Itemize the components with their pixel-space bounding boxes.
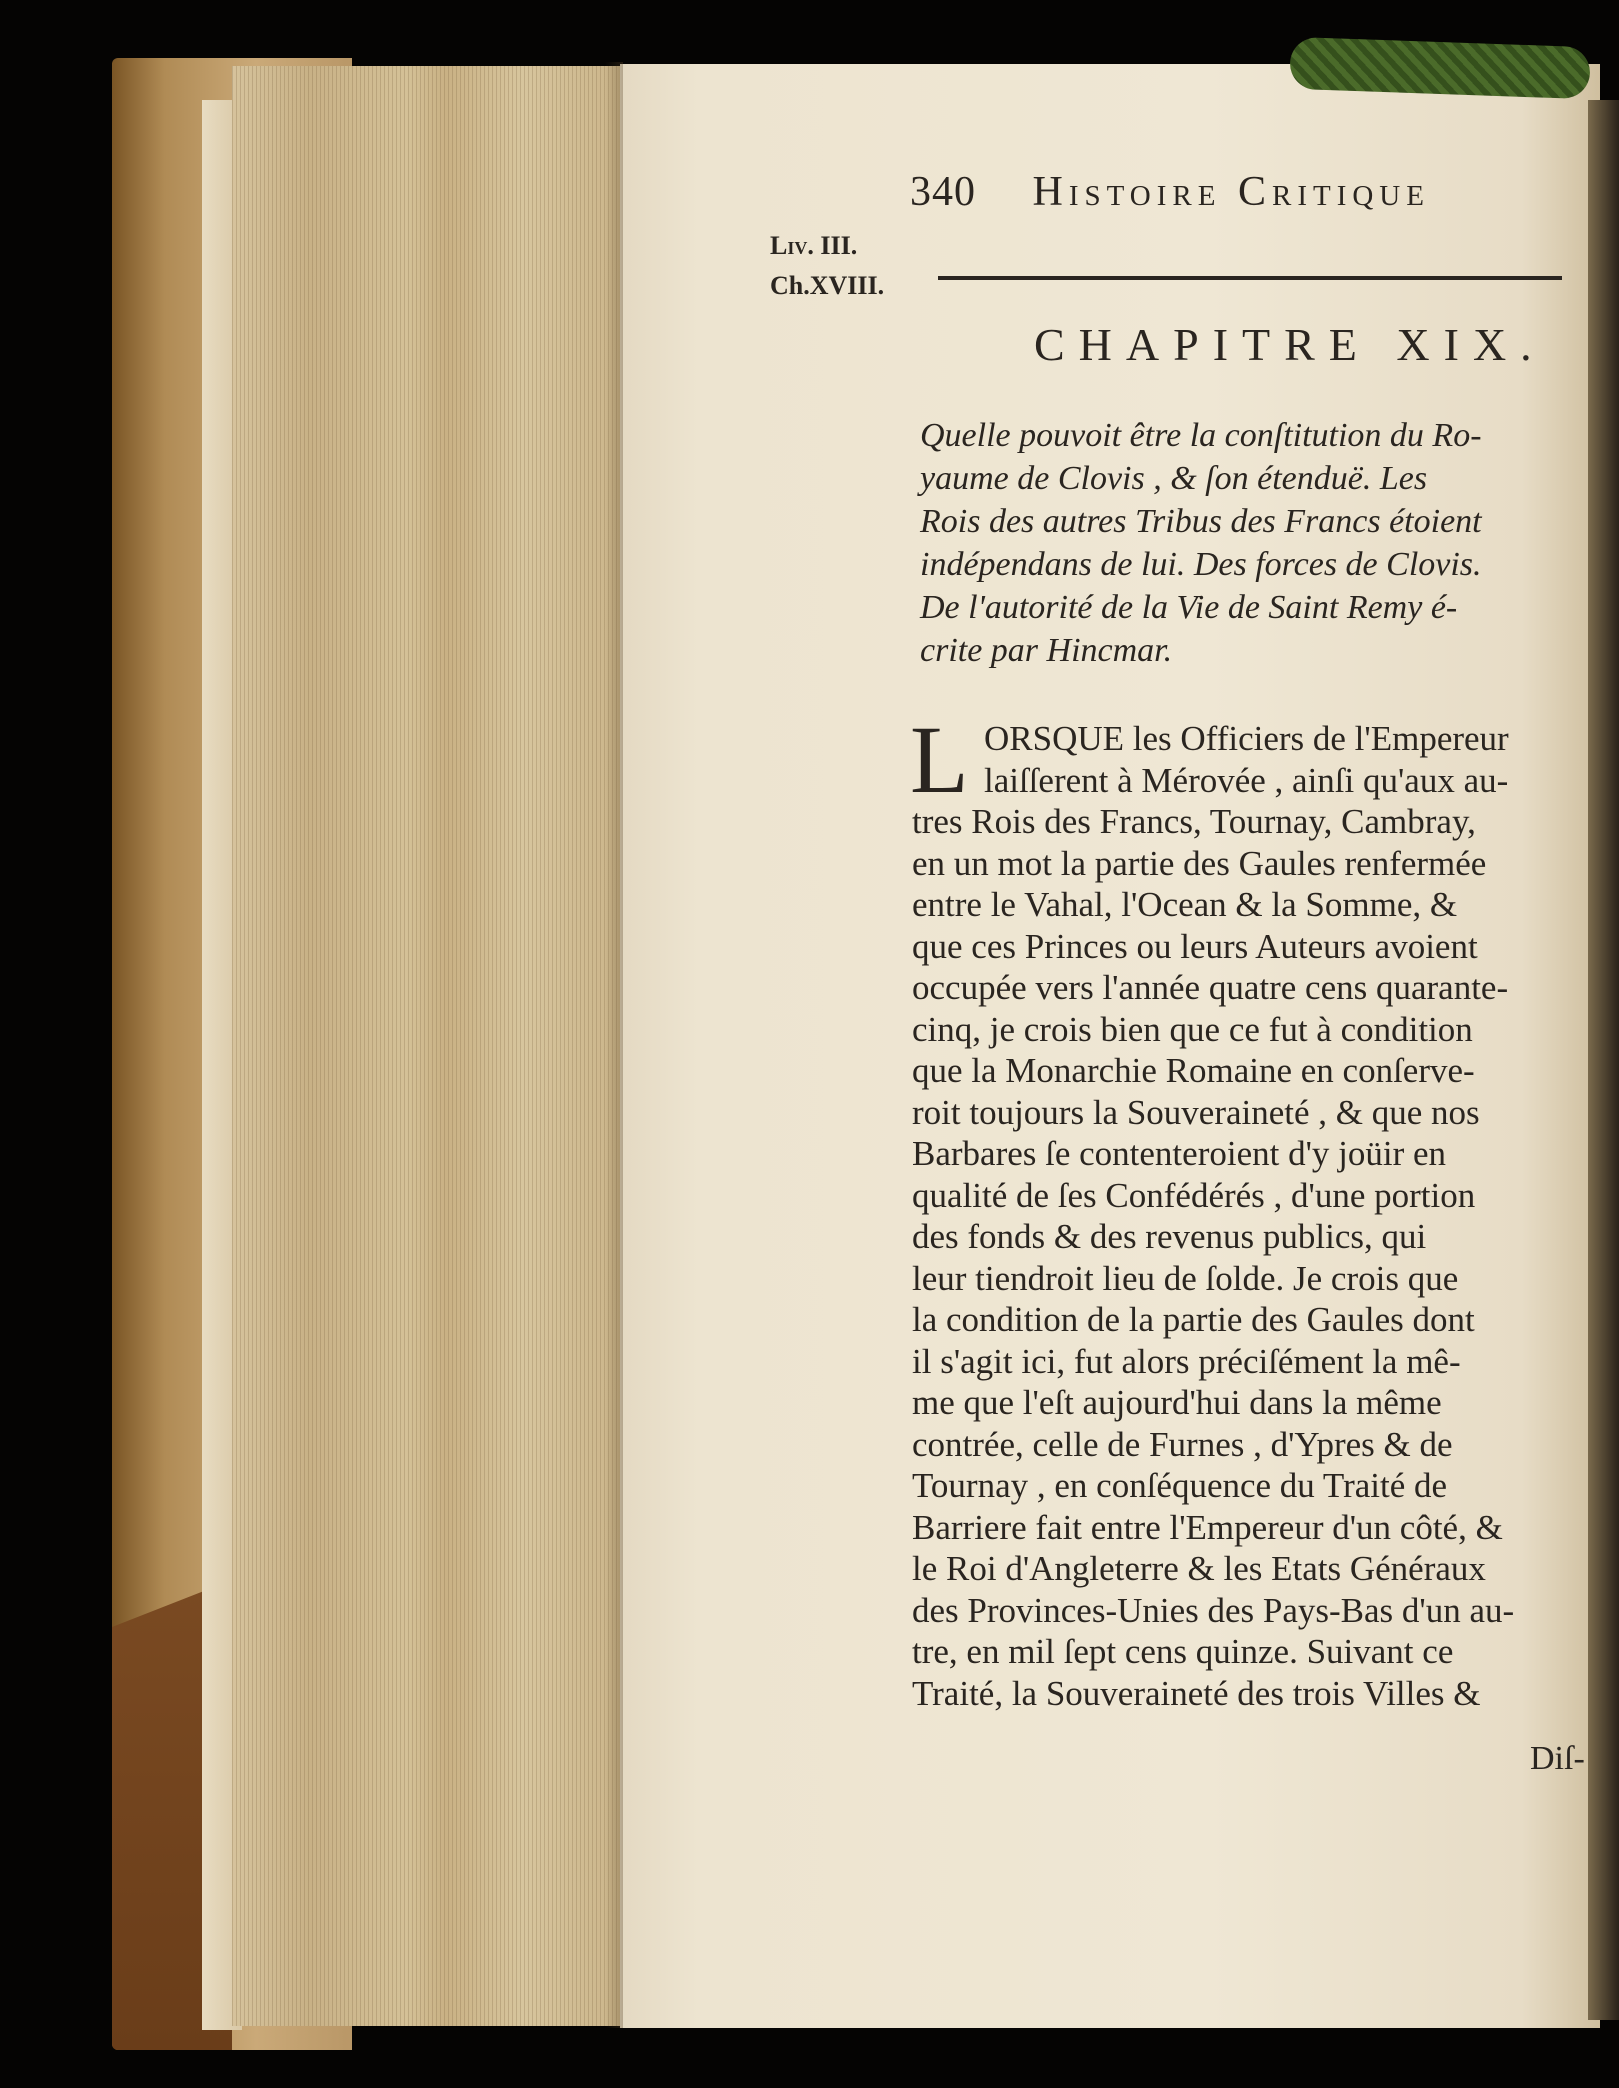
- page-block-edge: [232, 66, 620, 2026]
- drop-cap: L: [910, 706, 969, 813]
- body-line: entre le Vahal, l'Ocean & la Somme, &: [912, 885, 1458, 924]
- body-line: tre, en mil ſept cens quinze. Suivant ce: [912, 1632, 1454, 1671]
- body-line: la condition de la partie des Gaules dont: [912, 1300, 1475, 1339]
- body-line: qualité de ſes Confédérés , d'une portion: [912, 1175, 1476, 1215]
- body-line: Traité, la Souveraineté des trois Villes &: [912, 1673, 1481, 1713]
- summary-line: De l'autorité de la Vie de Saint Remy é-: [920, 589, 1458, 626]
- body-line: en un mot la partie des Gaules renfermée: [912, 843, 1487, 883]
- body-line: Tournay , en conſéquence du Traité de: [912, 1466, 1448, 1505]
- running-title: Histoire Critique: [1032, 169, 1430, 215]
- body-line: le Roi d'Angleterre & les Etats Généraux: [912, 1549, 1486, 1588]
- margin-note-book: Liv. III.: [770, 231, 858, 260]
- body-line: Barriere fait entre l'Empereur d'un côté, &: [912, 1507, 1503, 1547]
- body-text: [910, 706, 1572, 1714]
- body-line: ORSQUE les Officiers de l'Empereur: [984, 719, 1509, 758]
- body-line: contrée, celle de Furnes , d'Ypres & de: [912, 1424, 1453, 1464]
- body-line: me que l'eſt aujourd'hui dans la même: [912, 1383, 1442, 1422]
- running-head: [910, 168, 1530, 216]
- summary-line: Quelle pouvoit être la conſtitution du Ro-: [920, 417, 1482, 454]
- body-line: que la Monarchie Romaine en conſerve-: [912, 1051, 1475, 1090]
- body-line: cinq, je crois bien que ce fut à condition: [912, 1009, 1473, 1049]
- body-line: leur tiendroit lieu de ſolde. Je crois que: [912, 1258, 1459, 1298]
- body-line: des Provinces-Unies des Pays-Bas d'un au-: [912, 1590, 1515, 1630]
- body-line: laiſſerent à Mérovée , ainſi qu'aux au-: [984, 760, 1509, 800]
- gutter-shadow: [605, 62, 623, 2028]
- chapter-title: CHAPITRE XIX.: [1034, 319, 1546, 370]
- body-line: que ces Princes ou leurs Auteurs avoient: [912, 926, 1478, 966]
- body-line: tres Rois des Francs, Tournay, Cambray,: [912, 802, 1476, 841]
- summary-line: crite par Hincmar.: [920, 632, 1173, 669]
- summary-line: yaume de Clovis , & ſon étenduë. Les: [920, 460, 1428, 497]
- page-number: 340: [910, 169, 976, 215]
- margin-note: [770, 226, 884, 306]
- ribbon-bookmark: [1289, 37, 1591, 99]
- catchword: Diſ-: [1530, 1740, 1585, 1777]
- margin-note-chapter: Ch.XVIII.: [770, 271, 885, 300]
- body-line: Barbares ſe contenteroient d'y joüir en: [912, 1134, 1447, 1173]
- page-right-edge: [1588, 100, 1619, 2020]
- summary-line: indépendans de lui. Des forces de Clovis.: [920, 546, 1482, 583]
- body-line: roit toujours la Souveraineté , & que nos: [912, 1092, 1480, 1132]
- header-rule: [938, 276, 1562, 280]
- body-line: occupée vers l'année quatre cens quarante-: [912, 968, 1509, 1007]
- summary-line: Rois des autres Tribus des Francs étoient: [920, 503, 1482, 540]
- chapter-summary: [920, 414, 1570, 672]
- body-line: il s'agit ici, fut alors préciſément la mê-: [912, 1341, 1461, 1381]
- body-line: des fonds & des revenus publics, qui: [912, 1217, 1427, 1256]
